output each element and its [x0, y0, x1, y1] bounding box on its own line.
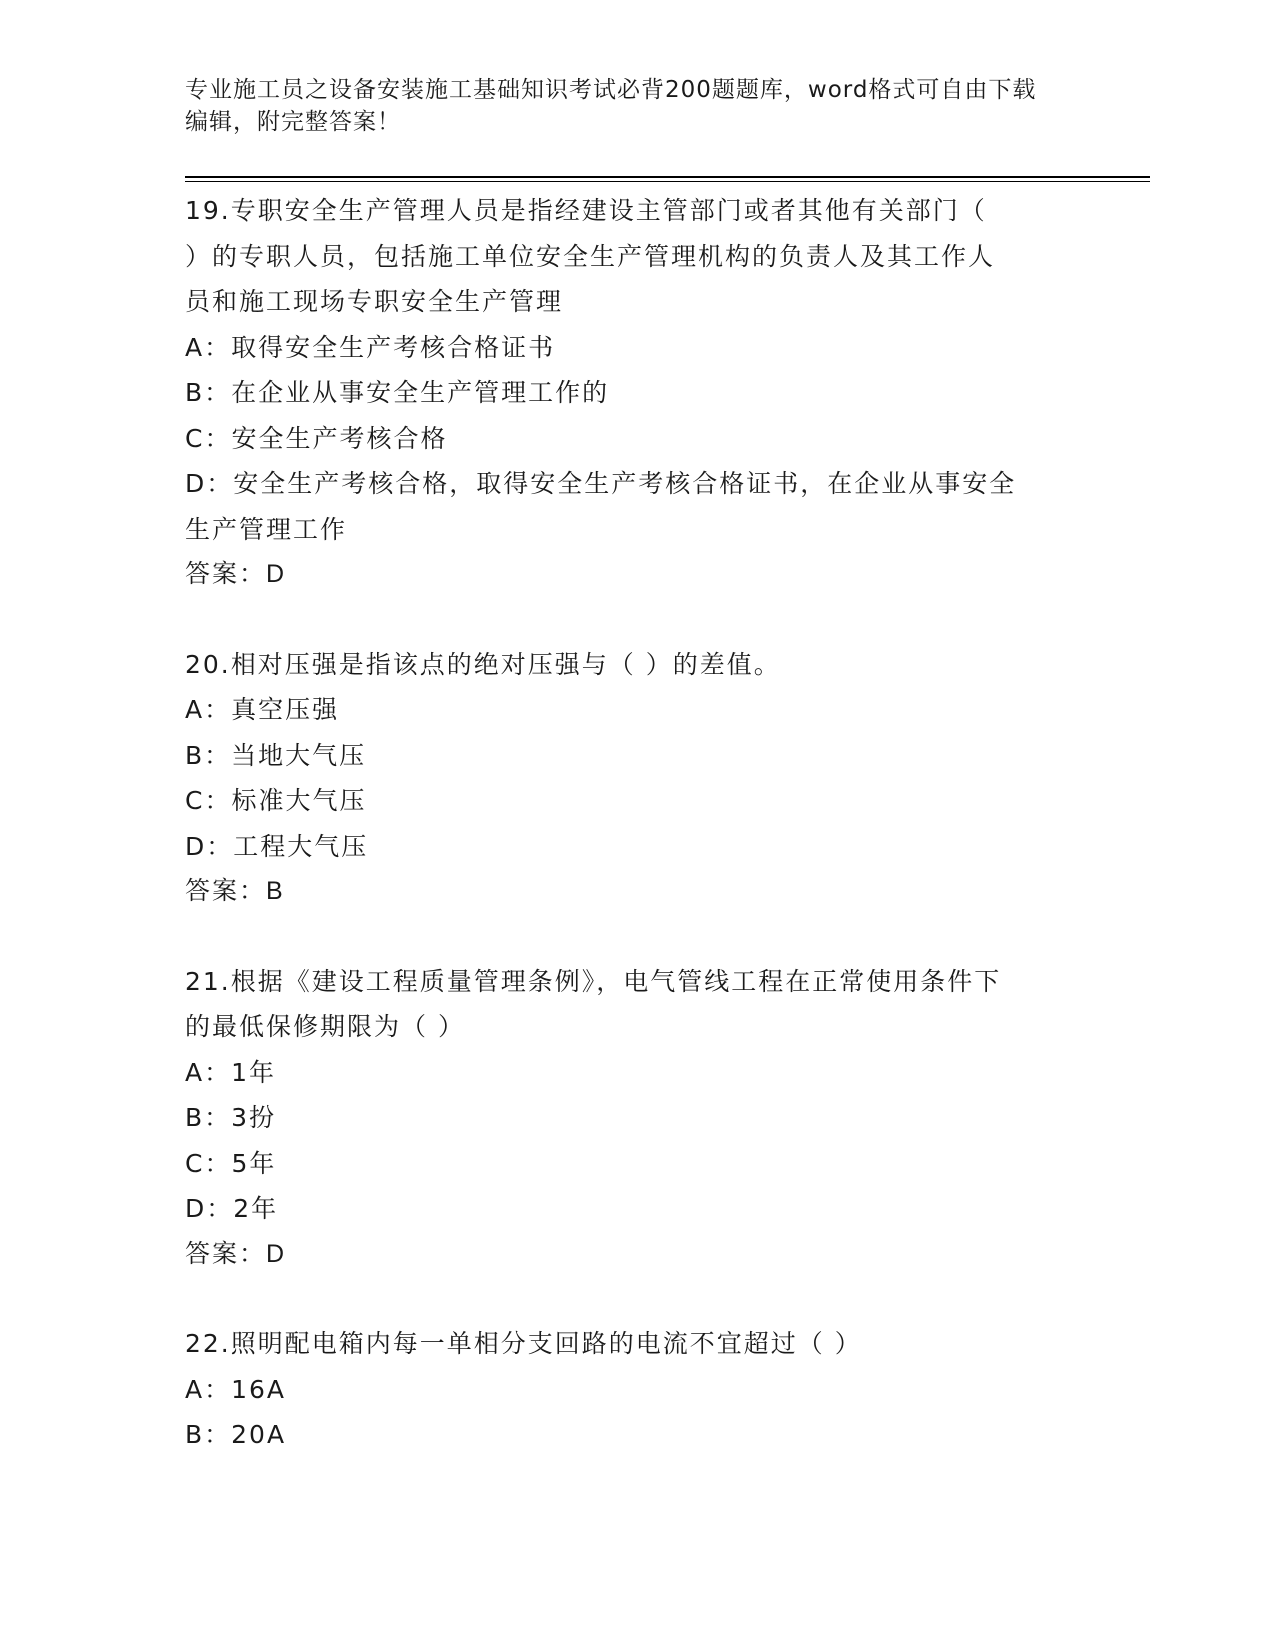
option-b: B：当地大气压 — [185, 740, 367, 770]
option-c: C：标准大气压 — [185, 786, 367, 815]
header-divider-thick — [185, 176, 1150, 178]
question-20 — [185, 642, 1065, 915]
header-divider-thin — [185, 181, 1150, 182]
option-a: A：取得安全生产考核合格证书 — [185, 332, 556, 362]
option-a: A：16A — [185, 1374, 287, 1404]
option-b: B：20A — [185, 1420, 287, 1449]
question-stem-line: 20.相对压强是指该点的绝对压强与（ ）的差值。 — [185, 649, 781, 679]
document-header — [185, 74, 1065, 138]
option-d: D：2年 — [185, 1194, 279, 1223]
question-stem-line: 19.专职安全生产管理人员是指经建设主管部门或者其他有关部门（ — [185, 196, 987, 225]
option-b: B：在企业从事安全生产管理工作的 — [185, 378, 610, 407]
question-stem-line: 22.照明配电箱内每一单相分支回路的电流不宜超过（ ） — [185, 1329, 862, 1358]
header-line-1: 专业施工员之设备安装施工基础知识考试必背200题题库，word格式可自由下载 — [185, 77, 1037, 103]
option-b: B：3扮 — [185, 1103, 277, 1132]
option-a: A：1年 — [185, 1057, 277, 1087]
question-stem-line: 员和施工现场专职安全生产管理 — [185, 287, 564, 316]
option-a: A：真空压强 — [185, 695, 340, 724]
header-line-2: 编辑，附完整答案！ — [185, 109, 401, 135]
answer-label: 答案：B — [185, 877, 285, 905]
option-d-continued: 生产管理工作 — [185, 514, 348, 544]
answer-label: 答案：D — [185, 560, 287, 588]
question-stem-line: 的最低保修期限为（ ） — [185, 1012, 465, 1041]
option-c: C：安全生产考核合格 — [185, 423, 448, 453]
answer-label: 答案：D — [185, 1239, 287, 1268]
question-21 — [185, 959, 1065, 1278]
question-stem-line: 21.根据《建设工程质量管理条例》，电气管线工程在正常使用条件下 — [185, 966, 1002, 996]
option-c: C：5年 — [185, 1148, 277, 1178]
question-stem-line: ）的专职人员，包括施工单位安全生产管理机构的负责人及其工作人 — [185, 241, 996, 271]
question-list — [185, 188, 1065, 1502]
option-d: D：工程大气压 — [185, 831, 369, 861]
question-19 — [185, 188, 1065, 598]
question-22 — [185, 1321, 1065, 1458]
option-d: D：安全生产考核合格，取得安全生产考核合格证书，在企业从事安全 — [185, 469, 1017, 498]
